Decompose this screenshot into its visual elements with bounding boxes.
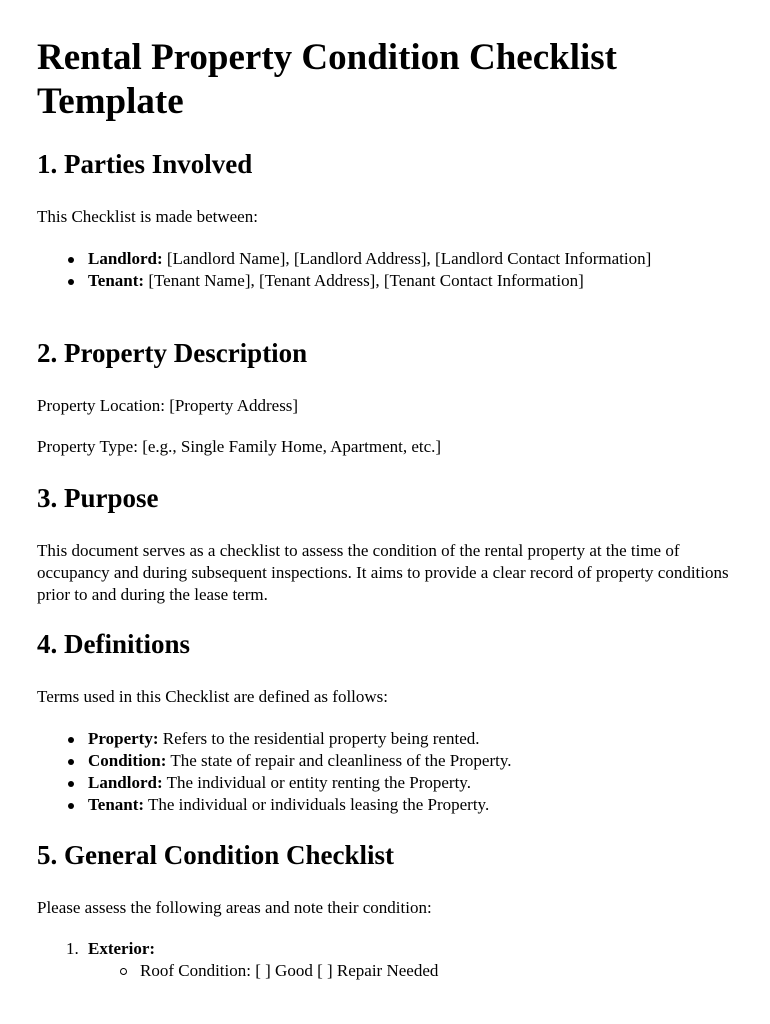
list-item-condition [88,750,728,772]
purpose-text: This document serves as a checklist to assess the condition of the rental property at the time of occupancy and during subsequent inspections. It aims to provide a clear record of property conditions prior to and during the lease term. [37,541,729,604]
item-label: Tenant: [88,795,145,814]
item-text: The state of repair and cleanliness of the Property. [166,751,512,770]
exterior-sublist [140,960,770,982]
sublist-item-roof: Roof Condition: [ ] Good [ ] Repair Needed [140,960,770,982]
item-label: Landlord: [88,773,163,792]
list-item-tenant [88,270,708,292]
list-item-landlord-def [88,772,728,794]
item-text: [Tenant Name], [Tenant Address], [Tenant Contact Information] [144,271,584,290]
item-label: Tenant: [88,271,145,290]
section-heading-property: 2. Property Description [37,338,308,368]
property-type: Property Type: [e.g., Single Family Home, Apartment, etc.] [37,437,442,456]
definitions-list [88,728,728,816]
item-text: Refers to the residential property being rented. [158,729,480,748]
item-label: Property: [88,729,159,748]
item-text: The individual or entity renting the Property. [162,773,471,792]
checklist-intro: Please assess the following areas and note their condition: [37,898,432,917]
section-heading-checklist: 5. General Condition Checklist [37,840,395,870]
parties-list [88,248,708,292]
list-item-property [88,728,728,750]
item-text: The individual or individuals leasing the Property. [144,795,490,814]
section-heading-parties: 1. Parties Involved [37,149,253,179]
list-item-exterior [66,938,728,982]
item-label: Landlord: [88,249,163,268]
parties-intro: This Checklist is made between: [37,207,258,226]
definitions-intro: Terms used in this Checklist are defined as follows: [37,687,389,706]
section-heading-purpose: 3. Purpose [37,483,159,513]
document-title: Rental Property Condition Checklist Template [37,37,618,122]
item-number: 1. [66,939,79,958]
list-item-landlord [88,248,708,270]
section-heading-definitions: 4. Definitions [37,629,191,659]
list-item-tenant-def [88,794,728,816]
item-label: Exterior: [88,939,156,958]
checklist-list [66,938,728,982]
property-location: Property Location: [Property Address] [37,396,299,415]
item-label: Condition: [88,751,167,770]
item-text: [Landlord Name], [Landlord Address], [Landlord Contact Information] [162,249,652,268]
